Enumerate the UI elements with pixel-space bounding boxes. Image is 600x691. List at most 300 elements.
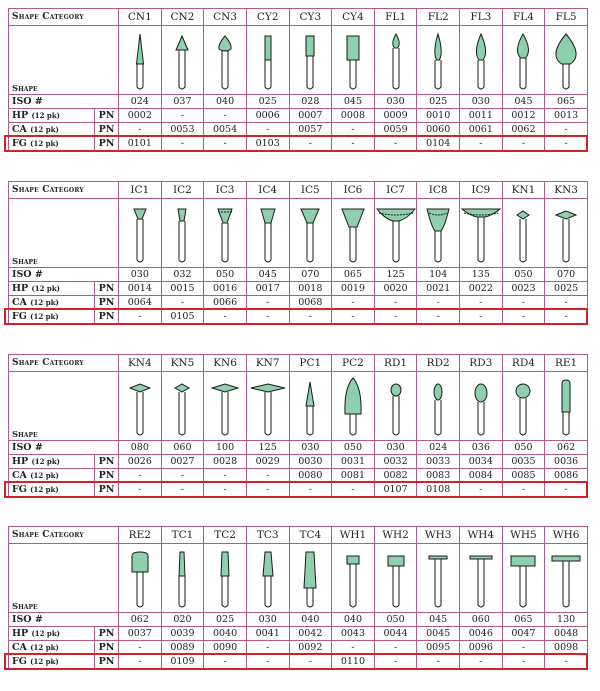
ca-part-number: - <box>161 296 204 310</box>
fg-part-number: 0107 <box>374 483 417 497</box>
hp-part-number: 0011 <box>460 109 503 123</box>
fg-part-number: - <box>204 310 247 324</box>
ca-part-number: 0060 <box>417 123 460 137</box>
pn-label: PN <box>95 123 119 137</box>
inverted-cone-large-bur-icon <box>332 199 375 268</box>
fg-part-number: - <box>502 137 545 151</box>
iso-value: 030 <box>119 268 162 282</box>
hp-part-number: 0021 <box>417 282 460 296</box>
bur-code: RD4 <box>502 355 545 372</box>
flame-slim-bur-icon <box>417 26 460 95</box>
fg-part-number: 0110 <box>332 655 375 669</box>
iso-value: 050 <box>332 441 375 455</box>
inverted-cone-bur-icon <box>246 199 289 268</box>
hp-part-number: 0042 <box>289 627 332 641</box>
ca-part-number: - <box>460 296 503 310</box>
ca-part-number: - <box>119 469 162 483</box>
catalog-table-1 <box>8 8 588 151</box>
fg-label: FG (12 pk) <box>9 137 95 151</box>
ca-part-number: 0059 <box>374 123 417 137</box>
hp-part-number: 0047 <box>502 627 545 641</box>
iso-value: 050 <box>502 441 545 455</box>
ca-part-number: 0081 <box>332 469 375 483</box>
fg-part-number: - <box>460 310 503 324</box>
hp-part-number: 0002 <box>119 109 162 123</box>
iso-value: 045 <box>502 95 545 109</box>
cylinder-slim-bur-icon <box>246 26 289 95</box>
iso-value: 062 <box>545 441 588 455</box>
round-pear-bur-icon <box>460 372 503 441</box>
hp-part-number: 0039 <box>161 627 204 641</box>
shape-label: Shape <box>9 372 119 441</box>
iso-value: 036 <box>460 441 503 455</box>
diamond-drop-bur-icon <box>204 26 247 95</box>
ca-part-number: - <box>246 123 289 137</box>
fg-part-number: - <box>246 310 289 324</box>
hp-part-number: 0031 <box>332 455 375 469</box>
iso-label: ISO # <box>9 95 119 109</box>
hp-part-number: 0009 <box>374 109 417 123</box>
hp-label: HP (12 pk) <box>9 627 95 641</box>
fg-part-number: - <box>246 483 289 497</box>
fg-part-number: - <box>374 310 417 324</box>
knife-edge-medium-bur-icon <box>119 372 162 441</box>
wheel-large-bur-icon <box>502 544 545 613</box>
ca-part-number: 0098 <box>545 641 588 655</box>
hp-part-number: 0014 <box>119 282 162 296</box>
ca-part-number: 0057 <box>289 123 332 137</box>
inverted-cone-cup-bur-icon <box>204 199 247 268</box>
fg-part-number: 0109 <box>161 655 204 669</box>
iso-value: 060 <box>161 441 204 455</box>
iso-value: 065 <box>332 268 375 282</box>
bur-code: TC1 <box>161 527 204 544</box>
iso-value: 045 <box>246 268 289 282</box>
shape-category-label: Shape Category <box>9 182 119 199</box>
iso-value: 025 <box>417 95 460 109</box>
bur-code: KN1 <box>502 182 545 199</box>
knife-edge-disc-bur-icon <box>161 372 204 441</box>
iso-value: 020 <box>161 613 204 627</box>
bur-code: IC2 <box>161 182 204 199</box>
iso-value: 125 <box>374 268 417 282</box>
bullet-bur-icon <box>332 372 375 441</box>
bur-code: CN3 <box>204 9 247 26</box>
ca-part-number: - <box>161 469 204 483</box>
fg-part-number: - <box>545 310 588 324</box>
hp-part-number: 0030 <box>289 455 332 469</box>
bur-code: RD2 <box>417 355 460 372</box>
iso-value: 070 <box>545 268 588 282</box>
hp-part-number: 0018 <box>289 282 332 296</box>
bur-code: RE1 <box>545 355 588 372</box>
iso-value: 024 <box>119 95 162 109</box>
bur-code: KN6 <box>204 355 247 372</box>
iso-value: 070 <box>289 268 332 282</box>
ca-label: CA (12 pk) <box>9 123 95 137</box>
hp-part-number: 0036 <box>545 455 588 469</box>
hp-part-number: 0006 <box>246 109 289 123</box>
pn-label: PN <box>95 310 119 324</box>
iso-value: 080 <box>119 441 162 455</box>
ca-part-number: 0082 <box>374 469 417 483</box>
ca-label: CA (12 pk) <box>9 469 95 483</box>
hp-part-number: 0019 <box>332 282 375 296</box>
ca-part-number: 0089 <box>161 641 204 655</box>
iso-value: 065 <box>545 95 588 109</box>
iso-value: 028 <box>289 95 332 109</box>
hp-part-number: 0010 <box>417 109 460 123</box>
ca-part-number: - <box>246 641 289 655</box>
bur-code: KN3 <box>545 182 588 199</box>
pn-label: PN <box>95 469 119 483</box>
hp-part-number: 0013 <box>545 109 588 123</box>
bur-code: CN2 <box>161 9 204 26</box>
iso-value: 050 <box>374 613 417 627</box>
hp-label: HP (12 pk) <box>9 109 95 123</box>
hp-label: HP (12 pk) <box>9 455 95 469</box>
catalog-table-2 <box>8 181 588 324</box>
hp-part-number: 0007 <box>289 109 332 123</box>
iso-label: ISO # <box>9 613 119 627</box>
ca-part-number: 0096 <box>460 641 503 655</box>
bur-code: IC1 <box>119 182 162 199</box>
fg-part-number: - <box>161 483 204 497</box>
knife-edge-small-bur-icon <box>502 199 545 268</box>
fg-part-number: 0104 <box>417 137 460 151</box>
catalog-table-4 <box>8 526 588 669</box>
hp-part-number: 0034 <box>460 455 503 469</box>
inverted-cone-narrow-bur-icon <box>161 199 204 268</box>
wheel-cup-bur-icon <box>545 544 588 613</box>
fg-part-number: - <box>119 310 162 324</box>
iso-label: ISO # <box>9 268 119 282</box>
ca-part-number: 0064 <box>119 296 162 310</box>
pn-label: PN <box>95 109 119 123</box>
ca-part-number: - <box>119 641 162 655</box>
bur-code: KN4 <box>119 355 162 372</box>
iso-value: 062 <box>119 613 162 627</box>
bur-code: CY4 <box>332 9 375 26</box>
hp-part-number: 0035 <box>502 455 545 469</box>
fg-part-number: - <box>119 655 162 669</box>
hp-part-number: - <box>161 109 204 123</box>
fg-part-number: - <box>374 655 417 669</box>
iso-value: 125 <box>246 441 289 455</box>
fg-part-number: 0101 <box>119 137 162 151</box>
iso-label: ISO # <box>9 441 119 455</box>
cylinder-wide-bur-icon <box>332 26 375 95</box>
hp-part-number: 0008 <box>332 109 375 123</box>
hp-part-number: 0026 <box>119 455 162 469</box>
hp-part-number: 0046 <box>460 627 503 641</box>
bur-code: KN5 <box>161 355 204 372</box>
knife-edge-wide-bur-icon <box>204 372 247 441</box>
fg-part-number: 0105 <box>161 310 204 324</box>
fg-part-number: 0103 <box>246 137 289 151</box>
hp-part-number: 0028 <box>204 455 247 469</box>
shape-label: Shape <box>9 544 119 613</box>
pointed-cone-bur-icon <box>289 372 332 441</box>
ca-part-number: - <box>545 123 588 137</box>
round-end-slim-bur-icon <box>545 372 588 441</box>
bur-code: FL2 <box>417 9 460 26</box>
ca-part-number: - <box>545 296 588 310</box>
cone-bur-icon <box>161 26 204 95</box>
ca-part-number: - <box>119 123 162 137</box>
hp-part-number: 0022 <box>460 282 503 296</box>
bur-code: TC2 <box>204 527 247 544</box>
hp-part-number: 0027 <box>161 455 204 469</box>
fg-part-number: - <box>289 137 332 151</box>
iso-value: 025 <box>246 95 289 109</box>
bur-code: CN1 <box>119 9 162 26</box>
hp-part-number: 0033 <box>417 455 460 469</box>
shape-label: Shape <box>9 26 119 95</box>
bur-code: RD3 <box>460 355 503 372</box>
ca-part-number: 0066 <box>204 296 247 310</box>
iso-value: 130 <box>545 613 588 627</box>
fg-part-number: 0108 <box>417 483 460 497</box>
bowl-shallow-bur-icon <box>460 199 503 268</box>
fg-part-number: - <box>119 483 162 497</box>
flame-large-bur-icon <box>545 26 588 95</box>
ca-part-number: 0095 <box>417 641 460 655</box>
hp-part-number: - <box>204 109 247 123</box>
bur-code: IC7 <box>374 182 417 199</box>
hp-part-number: 0017 <box>246 282 289 296</box>
hp-part-number: 0037 <box>119 627 162 641</box>
fg-part-number: - <box>502 310 545 324</box>
ca-part-number: - <box>374 296 417 310</box>
fg-label: FG (12 pk) <box>9 310 95 324</box>
wheel-disc-medium-bur-icon <box>460 544 503 613</box>
round-small-bur-icon <box>374 372 417 441</box>
hp-part-number: 0025 <box>545 282 588 296</box>
fg-part-number: - <box>289 483 332 497</box>
bur-code: PC1 <box>289 355 332 372</box>
pn-label: PN <box>95 137 119 151</box>
iso-value: 032 <box>161 268 204 282</box>
bur-code: RE2 <box>119 527 162 544</box>
iso-value: 045 <box>417 613 460 627</box>
ca-part-number: - <box>332 123 375 137</box>
hp-part-number: 0041 <box>246 627 289 641</box>
iso-value: 030 <box>374 95 417 109</box>
hp-part-number: 0020 <box>374 282 417 296</box>
ca-part-number: - <box>246 469 289 483</box>
bur-code: WH6 <box>545 527 588 544</box>
flame-medium-bur-icon <box>502 26 545 95</box>
bur-code: WH1 <box>332 527 375 544</box>
bur-code: KN7 <box>246 355 289 372</box>
fg-part-number: - <box>460 137 503 151</box>
shape-label: Shape <box>9 199 119 268</box>
ca-part-number: - <box>374 641 417 655</box>
iso-value: 100 <box>204 441 247 455</box>
round-bur-icon <box>502 372 545 441</box>
ca-part-number: - <box>417 296 460 310</box>
ca-part-number: 0083 <box>417 469 460 483</box>
pn-label: PN <box>95 655 119 669</box>
ca-part-number: 0092 <box>289 641 332 655</box>
fg-part-number: - <box>502 483 545 497</box>
hp-part-number: 0045 <box>417 627 460 641</box>
fg-part-number: - <box>332 310 375 324</box>
bowl-wide-bur-icon <box>374 199 417 268</box>
fg-part-number: - <box>161 137 204 151</box>
bur-code: FL1 <box>374 9 417 26</box>
fg-part-number: - <box>289 310 332 324</box>
iso-value: 050 <box>502 268 545 282</box>
hp-label: HP (12 pk) <box>9 282 95 296</box>
ca-part-number: - <box>204 469 247 483</box>
fg-part-number: - <box>289 655 332 669</box>
ca-label: CA (12 pk) <box>9 641 95 655</box>
iso-value: 040 <box>289 613 332 627</box>
hp-part-number: 0044 <box>374 627 417 641</box>
fg-part-number: - <box>417 310 460 324</box>
bur-code: IC6 <box>332 182 375 199</box>
iso-value: 037 <box>161 95 204 109</box>
ca-part-number: - <box>332 296 375 310</box>
wheel-bur-icon <box>374 544 417 613</box>
ca-part-number: 0053 <box>161 123 204 137</box>
fg-part-number: - <box>417 655 460 669</box>
iso-value: 050 <box>204 268 247 282</box>
ca-part-number: 0080 <box>289 469 332 483</box>
bowl-bur-icon <box>417 199 460 268</box>
hp-part-number: 0032 <box>374 455 417 469</box>
shape-category-label: Shape Category <box>9 9 119 26</box>
iso-value: 135 <box>460 268 503 282</box>
pn-label: PN <box>95 282 119 296</box>
fg-part-number: - <box>545 483 588 497</box>
ca-part-number: 0086 <box>545 469 588 483</box>
ca-part-number: 0090 <box>204 641 247 655</box>
ca-part-number: 0085 <box>502 469 545 483</box>
bur-code: IC3 <box>204 182 247 199</box>
bur-code: IC5 <box>289 182 332 199</box>
wheel-small-bur-icon <box>332 544 375 613</box>
iso-value: 065 <box>502 613 545 627</box>
wheel-disc-bur-icon <box>417 544 460 613</box>
bur-code: IC8 <box>417 182 460 199</box>
ca-part-number: 0068 <box>289 296 332 310</box>
hp-part-number: 0016 <box>204 282 247 296</box>
ca-part-number: 0062 <box>502 123 545 137</box>
fg-part-number: - <box>545 655 588 669</box>
ca-part-number: 0054 <box>204 123 247 137</box>
taper-slim-bur-icon <box>161 544 204 613</box>
pn-label: PN <box>95 455 119 469</box>
ca-label: CA (12 pk) <box>9 296 95 310</box>
taper-medium-bur-icon <box>246 544 289 613</box>
fg-part-number: - <box>332 483 375 497</box>
bur-code: FL5 <box>545 9 588 26</box>
fg-part-number: - <box>502 655 545 669</box>
fg-label: FG (12 pk) <box>9 655 95 669</box>
shape-category-label: Shape Category <box>9 355 119 372</box>
bur-code: WH5 <box>502 527 545 544</box>
bur-code: IC9 <box>460 182 503 199</box>
catalog-table-3 <box>8 354 588 497</box>
knife-edge-large-bur-icon <box>246 372 289 441</box>
fg-label: FG (12 pk) <box>9 483 95 497</box>
iso-value: 045 <box>332 95 375 109</box>
bur-code: IC4 <box>246 182 289 199</box>
hp-part-number: 0048 <box>545 627 588 641</box>
bur-code: CY3 <box>289 9 332 26</box>
iso-value: 030 <box>246 613 289 627</box>
fg-part-number: - <box>204 137 247 151</box>
fg-part-number: - <box>460 655 503 669</box>
iso-value: 030 <box>289 441 332 455</box>
round-end-bur-icon <box>119 544 162 613</box>
inverted-cone-medium-bur-icon <box>289 199 332 268</box>
hp-part-number: 0040 <box>204 627 247 641</box>
iso-value: 040 <box>332 613 375 627</box>
taper-bur-icon <box>204 544 247 613</box>
iso-value: 030 <box>374 441 417 455</box>
iso-value: 025 <box>204 613 247 627</box>
iso-value: 024 <box>417 441 460 455</box>
fg-part-number: - <box>460 483 503 497</box>
bur-code: PC2 <box>332 355 375 372</box>
bur-code: TC3 <box>246 527 289 544</box>
ca-part-number: - <box>332 641 375 655</box>
iso-value: 060 <box>460 613 503 627</box>
pn-label: PN <box>95 641 119 655</box>
bur-code: FL3 <box>460 9 503 26</box>
hp-part-number: 0029 <box>246 455 289 469</box>
inverted-cone-small-bur-icon <box>119 199 162 268</box>
hp-part-number: 0043 <box>332 627 375 641</box>
cone-slim-bur-icon <box>119 26 162 95</box>
bur-code: FL4 <box>502 9 545 26</box>
bur-code: WH2 <box>374 527 417 544</box>
fg-part-number: - <box>332 137 375 151</box>
fg-part-number: - <box>545 137 588 151</box>
hp-part-number: 0023 <box>502 282 545 296</box>
bur-code: TC4 <box>289 527 332 544</box>
shape-category-label: Shape Category <box>9 527 119 544</box>
hp-part-number: 0012 <box>502 109 545 123</box>
pn-label: PN <box>95 483 119 497</box>
ca-part-number: - <box>502 296 545 310</box>
ca-part-number: 0061 <box>460 123 503 137</box>
pn-label: PN <box>95 627 119 641</box>
bur-code: WH4 <box>460 527 503 544</box>
flame-small-bur-icon <box>374 26 417 95</box>
ca-part-number: - <box>502 641 545 655</box>
bur-code: WH3 <box>417 527 460 544</box>
fg-part-number: - <box>204 655 247 669</box>
iso-value: 030 <box>460 95 503 109</box>
ca-part-number: - <box>246 296 289 310</box>
iso-value: 040 <box>204 95 247 109</box>
hp-part-number: 0015 <box>161 282 204 296</box>
round-oval-bur-icon <box>417 372 460 441</box>
fg-part-number: - <box>374 137 417 151</box>
fg-part-number: - <box>246 655 289 669</box>
pn-label: PN <box>95 296 119 310</box>
flame-bur-icon <box>460 26 503 95</box>
ca-part-number: 0084 <box>460 469 503 483</box>
knife-edge-bur-icon <box>545 199 588 268</box>
cylinder-bur-icon <box>289 26 332 95</box>
iso-value: 104 <box>417 268 460 282</box>
